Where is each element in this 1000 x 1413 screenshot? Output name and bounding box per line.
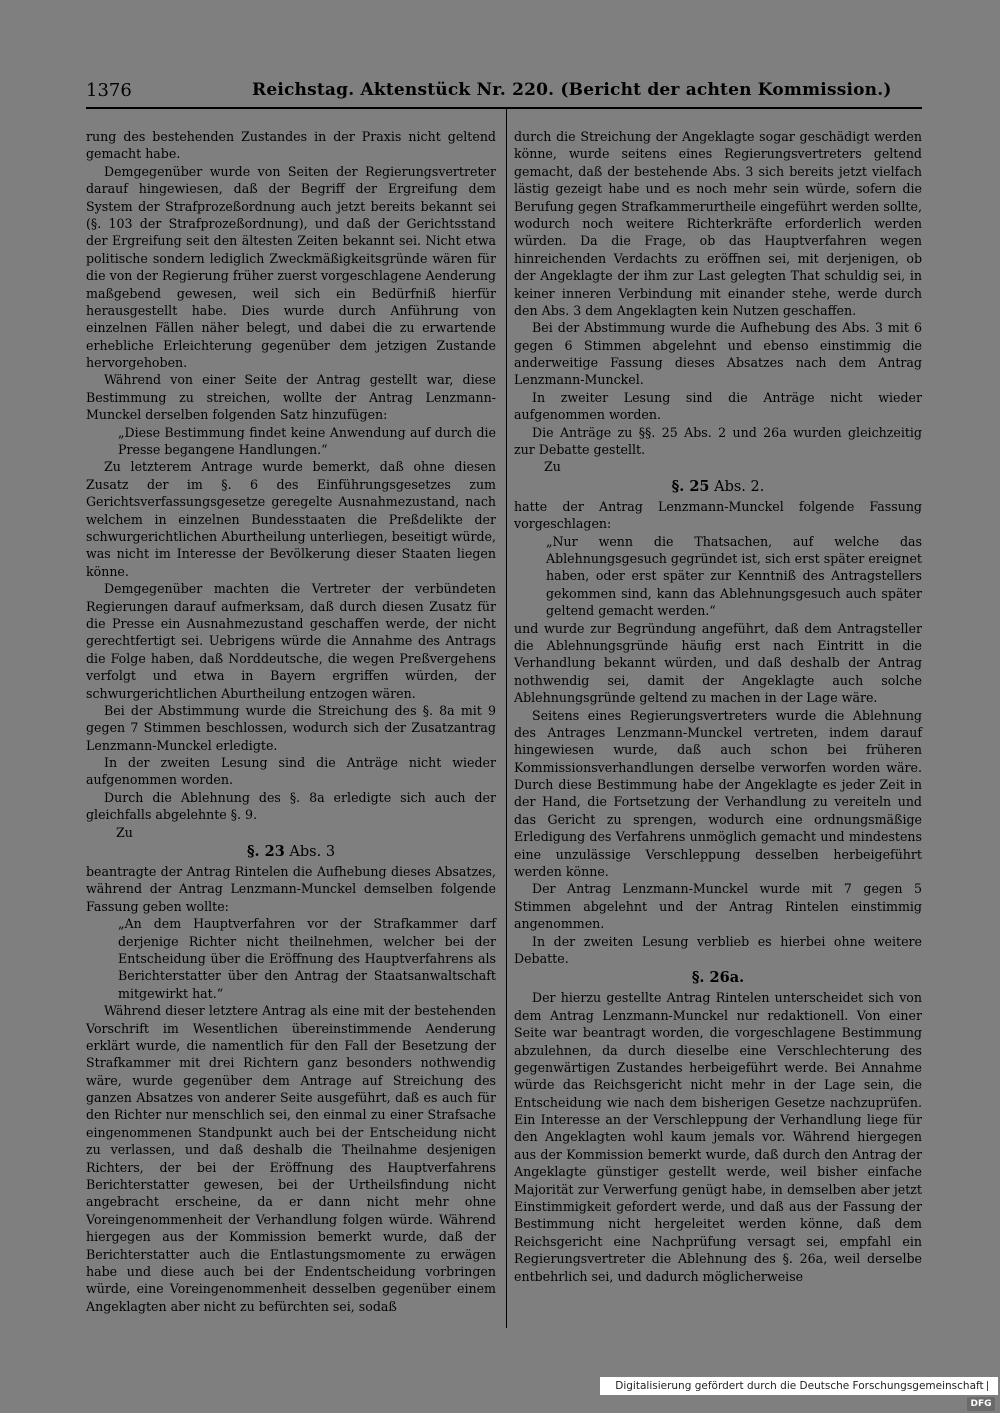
section-number: §. 26a.	[691, 969, 745, 987]
paragraph: Zu letzterem Antrage wurde bemerkt, daß ohne diesen Zusatz der im §. 6 des Einführungsgesetzes zum Gerichtsverfassungsgesetze geregelte Ausnahmezustand, nach welchem in einzelnen Bundesstaaten die Preßdelikte der schwurgerichtlichen Aburtheilung unterliegen, beseitigt würde, was nicht im Interesse der Bevölkerung dieser Staaten liegen könne.	[86, 459, 496, 579]
section-subtitle: Abs. 3	[284, 844, 336, 861]
page-header	[86, 78, 922, 106]
paragraph: durch die Streichung der Angeklagte sogar geschädigt werden könne, wurde seitens eines Regierungsvertreters geltend gemacht, daß der bestehende Abs. 3 sich bereits jetzt vielfach lästig gezeigt habe und es noch mehr sein würde, sofern die Berufung gegen Strafkammerurtheile eingeführt werden sollte, wodurch noch weitere Richterkräfte erforderlich werden würden. Da die Frage, ob das Hauptverfahren wegen hinreichenden Verdachts zu eröffnen sei, mit derjenigen, ob der Angeklagte der ihm zur Last gelegten That schuldig sei, in keiner inneren Verbindung mit einander stehe, werde durch den Abs. 3 dem Angeklagten kein Nutzen geschaffen.	[514, 129, 922, 318]
paragraph: rung des bestehenden Zustandes in der Praxis nicht geltend gemacht habe.	[86, 129, 496, 162]
paragraph: Seitens eines Regierungsvertreters wurde die Ablehnung des Antrages Lenzmann-Munckel vertreten, indem darauf hingewiesen wurde, daß auch schon bei früheren Kommissionsverhandlungen derselbe verworfen worden wäre. Durch diese Bestimmung habe der Angeklagte es jeder Zeit in der Hand, die Fortsetzung der Verhandlung zu vereiteln und das Gericht zu sprengen, wodurch eine ordnungsmäßige Erledigung des Verfahrens unmöglich gemacht und mindestens eine unzulässige Verschleppung desselben herbeigeführt werden könne.	[514, 707, 922, 880]
section-number: §. 23	[246, 843, 285, 861]
paragraph: Durch die Ablehnung des §. 8a erledigte sich auch der gleichfalls abgelehnte §. 9.	[86, 789, 496, 823]
section-subtitle: Abs. 2.	[709, 478, 765, 495]
left-column	[86, 128, 496, 1315]
paragraph: Demgegenüber wurde von Seiten der Regierungsvertreter darauf hingewiesen, daß der Begriff der Ergreifung dem System der Strafprozeßordnung auch jetzt bereits bekannt sei (§. 103 der Strafprozeßordnung), und daß der Gerichtsstand der Ergreifung seit den ältesten Zeiten bekannt sei. Nicht etwa politische sondern lediglich Zweckmäßigkeitsgründe wären für die von der Regierung früher zuerst vorgeschlagene Aenderung maßgebend gewesen, weil sich ein Bedürfniß hierfür herausgestellt habe. Dies wurde durch Anführung von einzelnen Fällen näher belegt, und dabei die zu erwartende erhebliche Erleichterung gegenüber dem jetzigen Zustande hervorgehoben.	[86, 163, 496, 371]
section-heading	[514, 476, 922, 498]
running-title: Reichstag. Aktenstück Nr. 220. (Bericht der achten Kommission.)	[252, 80, 892, 100]
paragraph: In der zweiten Lesung sind die Anträge nicht wieder aufgenommen worden.	[86, 755, 496, 788]
header-rule	[86, 107, 922, 109]
column-divider	[506, 108, 507, 1328]
paragraph: Demgegenüber machten die Vertreter der verbündeten Regierungen darauf aufmerksam, daß durch diesen Zusatz für die Presse ein Ausnahmezustand geschaffen werde, der nicht gerechtfertigt sei. Uebrigens würde die Annahme des Antrags die Folge haben, daß Norddeutsche, die wegen Preßvergehens verfolgt und etwa in Bayern ergriffen würden, der schwurgerichtlichen Aburtheilung entzogen wären.	[86, 581, 496, 701]
quoted-text: „An dem Hauptverfahren vor der Strafkammer darf derjenige Richter nicht theilnehmen, welcher bei der Entscheidung über die Eröffnung des Hauptverfahrens als Berichterstatter über den Antrag der Staatsanwaltschaft mitgewirkt hat.“	[118, 916, 496, 1001]
paragraph: In zweiter Lesung sind die Anträge nicht wieder aufgenommen worden.	[514, 389, 922, 423]
paragraph: Zu	[116, 824, 133, 840]
paragraph: hatte der Antrag Lenzmann-Munckel folgende Fassung vorgeschlagen:	[514, 498, 922, 532]
arrow-icon	[987, 1381, 998, 1391]
paragraph: Der Antrag Lenzmann-Munckel wurde mit 7 gegen 5 Stimmen abgelehnt und der Antrag Rintelen einstimmig angenommen.	[514, 881, 922, 932]
quoted-text: „Nur wenn die Thatsachen, auf welche das Ablehnungsgesuch gegründet ist, sich erst später ereignet haben, oder erst später zur Kenntniß des Antragstellers gekommen sind, kann das Ablehnungsgesuch auch später geltend gemacht werden.“	[546, 533, 922, 619]
page-number: 1376	[86, 80, 132, 101]
section-heading	[514, 967, 922, 989]
paragraph: Der hierzu gestellte Antrag Rintelen unterscheidet sich von dem Antrag Lenzmann-Munckel nur redaktionell. Von einer Seite war beantragt worden, die vorgeschlagene Bestimmung abzulehnen, da durch dieselbe eine Verschlechterung des gegenwärtigen Zustandes herbeigeführt werde. Bei Annahme würde das Reichsgericht nicht mehr in der Lage sein, die Entscheidung wie nach dem bisherigen Gesetze nachzuprüfen. Ein Interesse an der Verschleppung der Verhandlung liege für den Angeklagten wohl kaum jemals vor. Während hiergegen aus der Kommission bemerkt wurde, daß durch den Antrag der Angeklagte günstiger gestellt werde, weil bisher einfache Majorität zur Verwerfung genügt habe, in demselben aber jetzt Einstimmigkeit gefordert werde, und daß aus der Fassung der Bestimmung nicht hergeleitet werden könne, daß dem Reichsgericht eine Nachprüfung versagt sei, empfahl ein Regierungsvertreter die Ablehnung des §. 26a, weil derselbe entbehrlich sei, und dadurch möglicherweise	[514, 990, 922, 1284]
paragraph: In der zweiten Lesung verblieb es hierbei ohne weitere Debatte.	[514, 933, 922, 966]
paragraph: Bei der Abstimmung wurde die Streichung des §. 8a mit 9 gegen 7 Stimmen beschlossen, wodurch sich der Zusatzantrag Lenzmann-Munckel erledigte.	[86, 702, 496, 753]
section-heading	[86, 841, 496, 863]
paragraph: Während von einer Seite der Antrag gestellt war, diese Bestimmung zu streichen, wollte der Antrag Lenzmann-Munckel derselben folgenden Satz hinzufügen:	[86, 372, 496, 423]
quoted-text: „Diese Bestimmung findet keine Anwendung auf durch die Presse begangene Handlungen.“	[118, 424, 496, 458]
dfg-footer	[600, 1377, 998, 1409]
paragraph: Zu	[544, 459, 561, 475]
footer-credit: Digitalisierung gefördert durch die Deutsche Forschungsgemeinschaft	[615, 1380, 984, 1392]
right-column	[514, 128, 922, 1285]
paragraph: Bei der Abstimmung wurde die Aufhebung des Abs. 3 mit 6 gegen 6 Stimmen abgelehnt und ebenso einstimmig die anderweitige Fassung dieses Absatzes nach dem Antrag Lenzmann-Munckel.	[514, 320, 922, 388]
paragraph: und wurde zur Begründung angeführt, daß dem Antragsteller die Ablehnungsgründe häufig erst nach Eintritt in die Verhandlung bekannt würden, und daß deshalb der Antrag nothwendig sei, damit der Angeklagte auch solche Ablehnungsgründe geltend zu machen in der Lage wäre.	[514, 620, 922, 706]
dfg-logo-icon: DFG	[967, 1397, 995, 1411]
paragraph: beantragte der Antrag Rintelen die Aufhebung dieses Absatzes, während der Antrag Lenzmann-Munckel demselben folgende Fassung geben wollte:	[86, 864, 496, 914]
section-number: §. 25	[671, 477, 710, 495]
paragraph: Die Anträge zu §§. 25 Abs. 2 und 26a wurden gleichzeitig zur Debatte gestellt.	[514, 424, 922, 458]
paragraph: Während dieser letztere Antrag als eine mit der bestehenden Vorschrift im Wesentlichen übereinstimmende Aenderung erklärt wurde, die namentlich für den Fall der Besetzung der Strafkammer mit drei Richtern ganz besonders nothwendig wäre, wurde gegenüber dem Antrage auf Streichung des ganzen Absatzes von anderer Seite ausgeführt, daß es auch für den Richter nur menschlich sei, den einmal zu einer Strafsache eingenommenen Standpunkt auch bei der Entscheidung nicht zu verlassen, und daß deshalb die Theilnahme desjenigen Richters, der bei der Eröffnung des Hauptverfahrens Berichterstatter gewesen, bei der Urtheilsfindung nicht angebracht erscheine, da er dann nicht mehr ohne Voreingenommenheit der Verhandlung folgen würde. Während hiergegen aus der Kommission bemerkt wurde, daß der Berichterstatter auch die Entlastungsmomente zu erwägen habe und diese auch bei der Endentscheidung vorbringen würde, eine Voreingenommenheit desselben gegenüber einem Angeklagten aber nicht zu befürchten sei, sodaß	[86, 1003, 496, 1314]
